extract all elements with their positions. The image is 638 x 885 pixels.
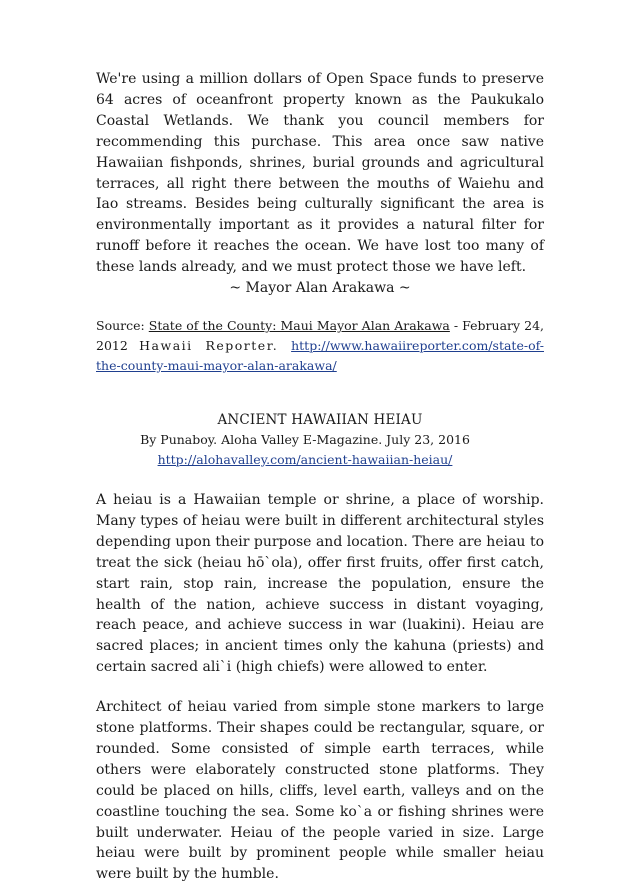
quote-paragraph: We're using a million dollars of Open Space funds to preserve 64 acres of oceanfront property known as the Paukukalo Coastal Wetlands. We thank you council members for recommending this purchase. This area once saw native Hawaiian fishponds, shrines, burial grounds and agricultural terraces, all right there between the mouths of Waiehu and Iao streams. Besides being culturally significant the area is environmentally important as it provides a natural filter for runoff before it reaches the ocean. We have lost too many of these lands already, and we must protect those we have left. (96, 71, 544, 276)
article-byline: By Punaboy. Aloha Valley E-Magazine. July 23, 2016 (140, 431, 470, 447)
article-paragraph-1: A heiau is a Hawaiian temple or shrine, a place of worship. Many types of heiau were built in different architectural styles depending upon their purpose and location. There are heiau to treat the sick (heiau hō`ola), offer first fruits, offer first catch, start rain, stop rain, increase the population, ensure the health of the nation, achieve success in distant voyaging, reach peace, and achieve success in war (luakini). Heiau are sacred places; in ancient times only the kahuna (priests) and certain sacred ali`i (high chiefs) were allowed to enter. (96, 491, 544, 676)
document-page (96, 69, 544, 885)
article-paragraph-2: Architect of heiau varied from simple stone markers to large stone platforms. Their shapes could be rectangular, square, or rounded. Some consisted of simple earth terraces, while others were elaborately constructed stone platforms. They could be placed on hills, cliffs, level earth, valleys and on the coastline touching the sea. Some ko`a or fishing shrines were built underwater. Heiau of the people varied in size. Large heiau were built by prominent people while smaller heiau were built by the humble. (96, 699, 544, 883)
source-prefix: Source: (96, 317, 149, 333)
quote-attribution: ~ Mayor Alan Arakawa ~ (229, 280, 411, 297)
article-heading: ANCIENT HAWAIIAN HEIAU (217, 411, 423, 428)
source-publisher: Hawaii Reporter. (139, 337, 292, 353)
source-title-link[interactable]: State of the County: Maui Mayor Alan Arakawa (148, 317, 450, 333)
article-url-line (66, 450, 544, 470)
source-citation (96, 316, 544, 376)
source-url-link[interactable]: http://www.hawaiireporter.com/state-of-the-county-maui-mayor-alan-arakawa/ (96, 337, 544, 373)
source-date: - February 24, 2012 (96, 317, 544, 353)
article-url-link[interactable]: http://alohavalley.com/ancient-hawaiian-heiau/ (157, 451, 453, 467)
